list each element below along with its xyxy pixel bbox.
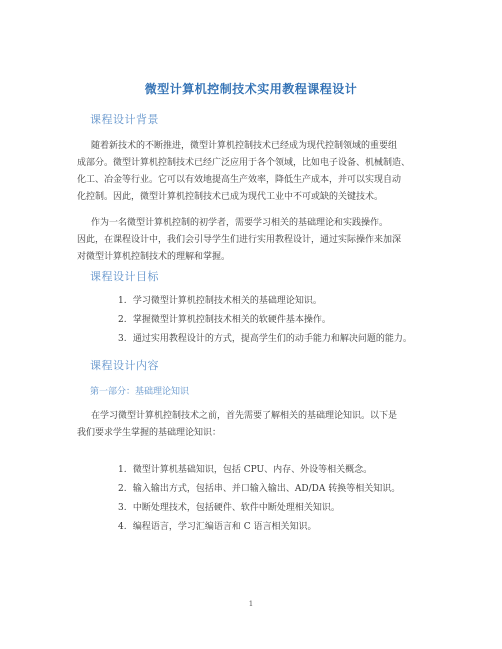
list-item-text: 编程语言，学习汇编语言和 C 语言相关知识。: [132, 522, 317, 532]
list-number: 4.: [118, 522, 127, 532]
background-paragraph-1: 随着新技术的不断推进，微型计算机控制技术已经成为现代控制领域的重要组 成部分。微型计算机控制技术已经广泛应用于各个领域，比如电子设备、机械制造、 化工、冶金等行业。它可以有效地提高生产效率，降低生产成本，并可以实现自动 化控制。因此，微型计算机控制技术已成为现代工业中不可或缺的关键技术。: [77, 141, 411, 202]
list-number: 3.: [118, 503, 127, 513]
list-item-text: 微型计算机基础知识，包括 CPU、内存、外设等相关概念。: [132, 465, 373, 475]
part1-paragraph: 在学习微型计算机控制技术之前，首先需要了解相关的基础理论知识。以下是 我们要求学生掌握的基础理论知识：: [77, 411, 398, 438]
list-item: [118, 518, 400, 537]
page-number: 1: [248, 600, 254, 608]
list-item-text: 通过实用教程设计的方式，提高学生们的动手能力和解决问题的能力。: [132, 334, 412, 344]
subsection-heading-part1: 第一部分：基础理论知识: [90, 387, 190, 397]
part1-list: [118, 461, 400, 537]
list-item-text: 输入输出方式，包括串、并口输入输出、AD/DA 转换等相关知识。: [132, 484, 401, 494]
document-title: 微型计算机控制技术实用教程课程设计: [144, 82, 358, 96]
list-number: 2.: [118, 315, 127, 325]
list-number: 1.: [118, 296, 127, 306]
section-heading-background: 课程设计背景: [90, 113, 159, 126]
list-number: 1.: [118, 465, 127, 475]
list-item: [118, 311, 412, 330]
list-item-text: 掌握微型计算机控制技术相关的软硬件基本操作。: [132, 315, 331, 325]
goals-list: [118, 292, 412, 349]
list-item: [118, 330, 412, 349]
list-item: [118, 461, 400, 480]
list-item: [118, 480, 400, 499]
list-item-text: 中断处理技术，包括硬件、软件中断处理相关知识。: [132, 503, 340, 513]
list-number: 2.: [118, 484, 127, 494]
list-item: [118, 292, 412, 311]
background-paragraph-2: 作为一名微型计算机控制的初学者，需要学习相关的基础理论和实践操作。 因此，在课程设计中，我们会引导学生们进行实用教程设计，通过实际操作来加深 对微型计算机控制技术的理解和掌握。: [77, 218, 402, 262]
section-heading-goals: 课程设计目标: [90, 270, 159, 283]
list-number: 3.: [118, 334, 127, 344]
list-item: [118, 499, 400, 518]
section-heading-content: 课程设计内容: [90, 359, 159, 372]
list-item-text: 学习微型计算机控制技术相关的基础理论知识。: [132, 296, 322, 306]
